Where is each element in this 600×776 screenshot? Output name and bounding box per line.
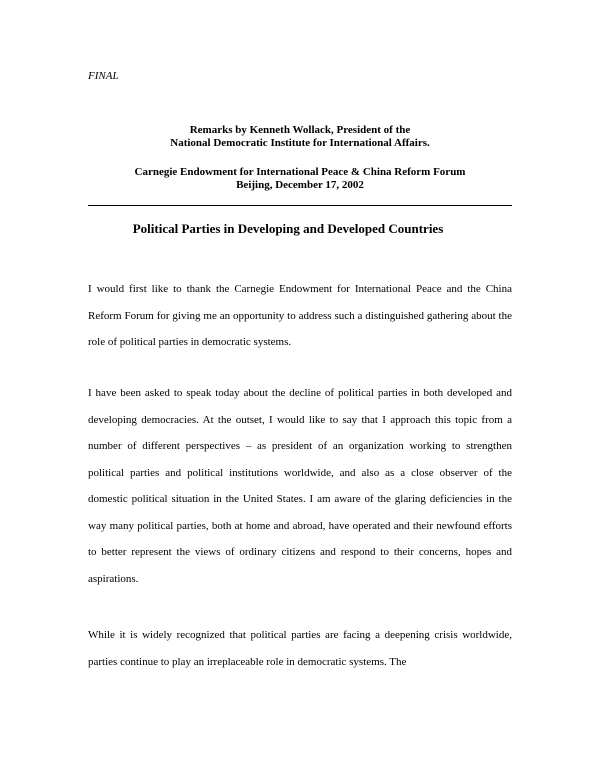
paragraph-1: I would first like to thank the Carnegie Endowment for International Peace and the China Reform Forum for giving me an opportunity to address such a distinguished gathering about the role of political parties in democratic systems. bbox=[88, 283, 512, 348]
remarks-line-2: National Democratic Institute for International Affairs. bbox=[170, 137, 430, 149]
event-header bbox=[88, 166, 512, 192]
document-title: Political Parties in Developing and Developed Countries bbox=[132, 221, 444, 236]
paragraph-3: While it is widely recognized that political parties are facing a deepening crisis worldwide, parties continue to play an irreplaceable role in democratic systems. The bbox=[88, 629, 512, 668]
final-label: FINAL bbox=[88, 70, 119, 82]
horizontal-rule bbox=[88, 205, 512, 206]
paragraph-2: I have been asked to speak today about the decline of political parties in both developed and developing democracies. At the outset, I would like to say that I approach this topic from a number of different perspectives – as president of an organization working to strengthen political parties and political institutions worldwide, and also as a close observer of the domestic political situation in the United States. I am aware of the glaring deficiencies in the way many political parties, both at home and abroad, have operated and their newfound efforts to better represent the views of ordinary citizens and respond to their concerns, hopes and aspirations. bbox=[88, 387, 512, 585]
event-line-1: Carnegie Endowment for International Peace & China Reform Forum bbox=[134, 166, 466, 178]
remarks-header bbox=[88, 124, 512, 150]
event-line-2: Beijing, December 17, 2002 bbox=[236, 179, 364, 191]
remarks-line-1: Remarks by Kenneth Wollack, President of the bbox=[189, 124, 411, 136]
